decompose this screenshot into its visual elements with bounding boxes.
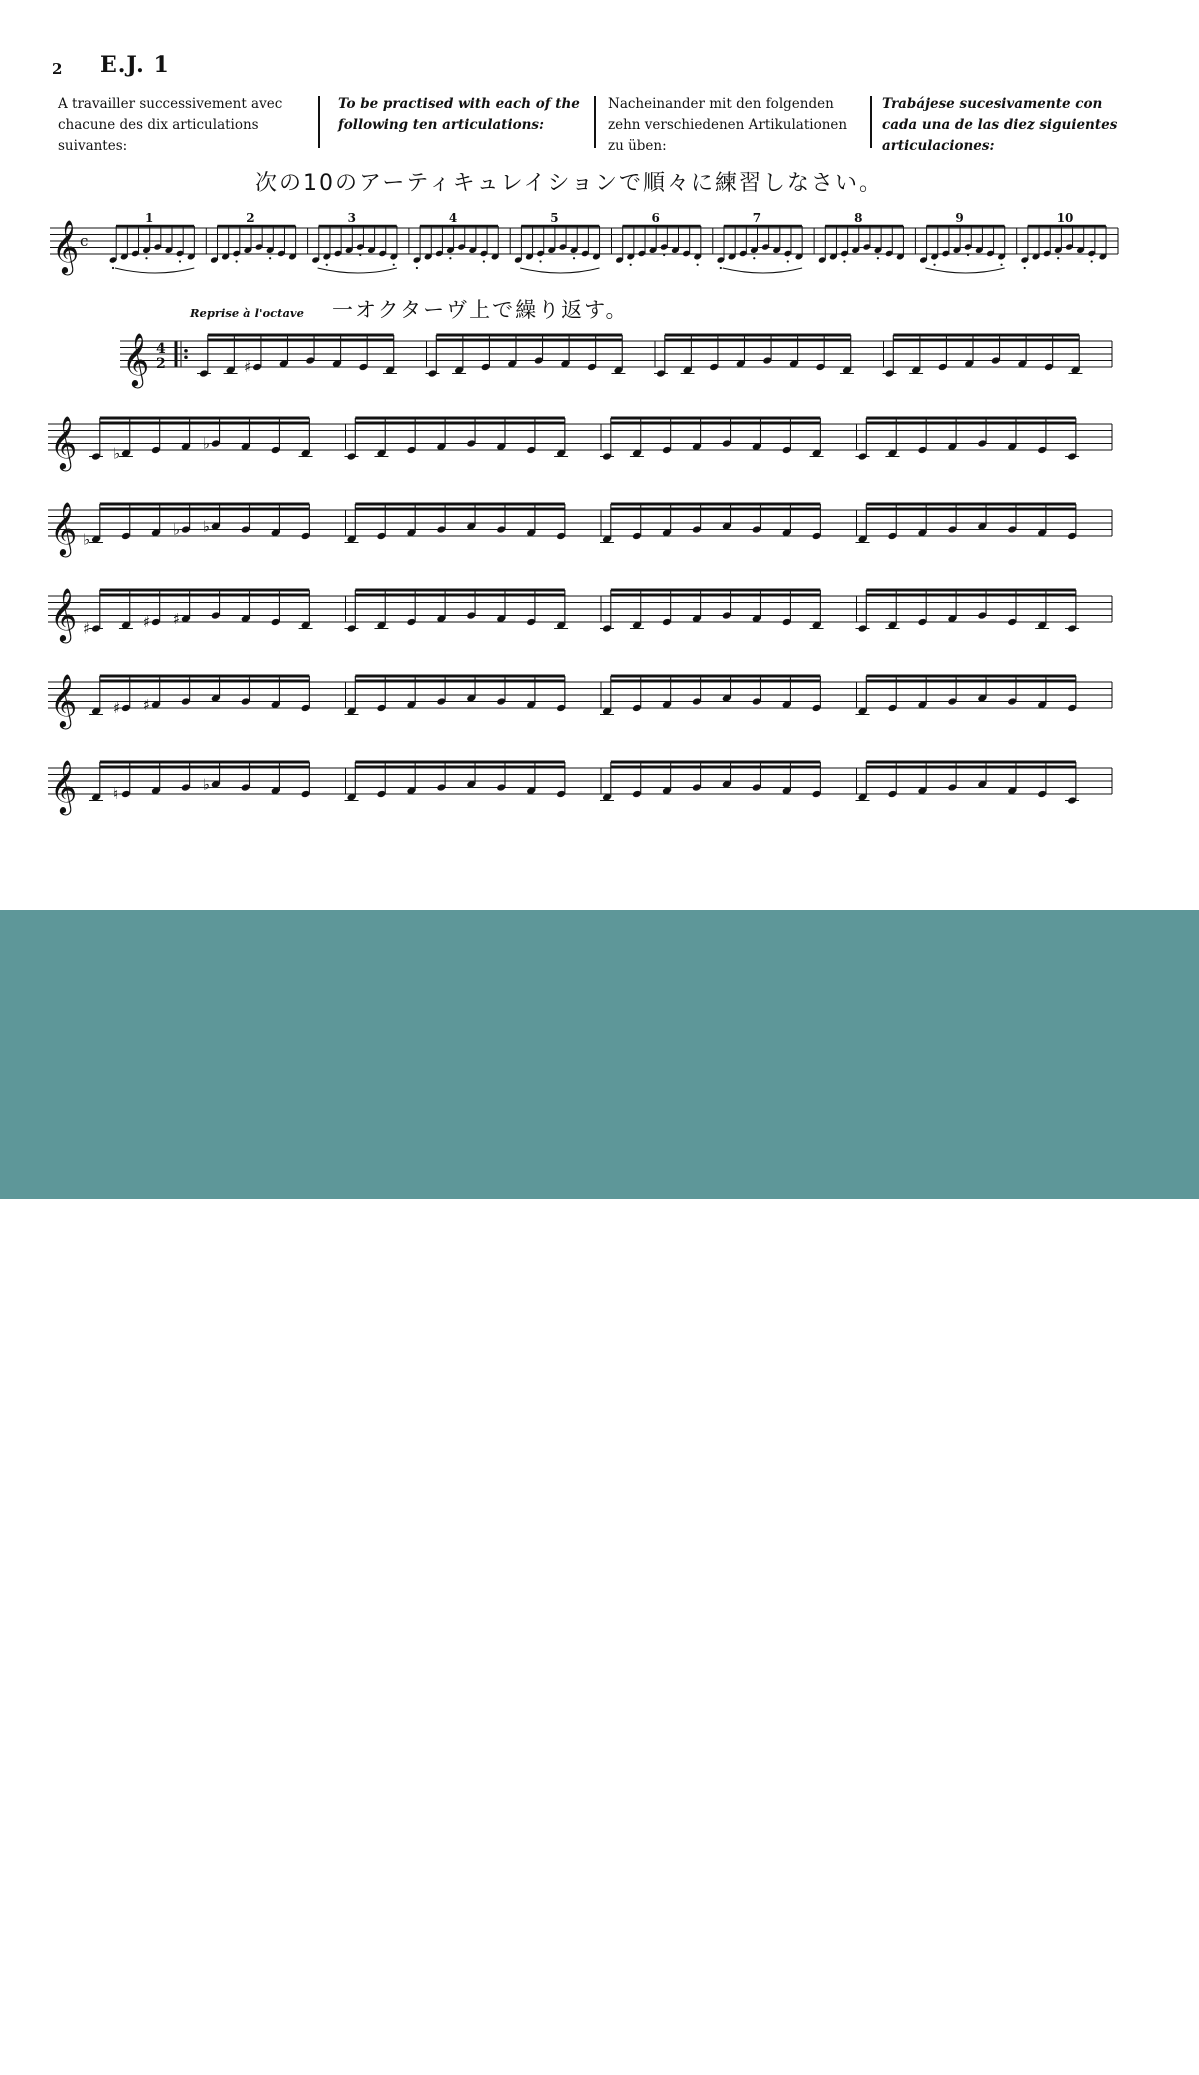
articulation-number: 9 [955, 211, 964, 225]
staccato-dot [145, 257, 147, 259]
articulation-number: 10 [1056, 211, 1074, 225]
staccato-dot [720, 267, 722, 269]
staccato-dot [393, 264, 395, 266]
accidental: ♯ [142, 613, 151, 631]
accidental: ♯ [83, 619, 91, 638]
music-system [48, 415, 1112, 471]
articulation-number: 2 [246, 211, 255, 225]
staccato-dot [663, 254, 665, 256]
staccato-dot [483, 260, 485, 262]
slur [115, 268, 194, 273]
repeat-dot [184, 355, 188, 359]
accidental: ♭ [202, 775, 210, 794]
footer-banner [0, 910, 1199, 2075]
treble-clef: 𝄞 [50, 501, 78, 555]
staccato-dot [269, 257, 271, 259]
music-system [48, 587, 1112, 643]
staccato-dot [236, 260, 238, 262]
music-system [48, 501, 1112, 557]
staccato-dot [843, 260, 845, 262]
accidental: ♭ [112, 444, 121, 463]
instruction-french: A travailler successivement avec chacune des dix articulations suivantes: [58, 96, 283, 154]
sheet-music-page [0, 0, 1199, 910]
staccato-dot [326, 264, 328, 266]
time-signature-top: 4 [156, 341, 166, 357]
treble-clef: 𝄞 [50, 673, 78, 727]
treble-clef: 𝄞 [50, 415, 78, 469]
instruction-japanese: 次の10のアーティキュレイションで順々に練習しなさい。 [255, 171, 884, 196]
accidental: ♯ [244, 358, 252, 376]
music-systems [48, 332, 1112, 815]
articulation-number: 8 [854, 211, 863, 225]
articulation-number: 1 [145, 211, 154, 225]
music-score [0, 0, 1199, 910]
staccato-dot [1024, 267, 1026, 269]
staccato-dot [630, 264, 632, 266]
music-system [120, 332, 1112, 388]
slur [723, 268, 802, 273]
staccato-dot [753, 257, 755, 259]
accidental: ♯ [142, 695, 151, 714]
common-time-signature: c [80, 232, 89, 250]
articulation-number: 4 [448, 211, 458, 225]
staccato-dot [449, 257, 451, 259]
staccato-dot [877, 257, 879, 259]
staccato-dot [416, 267, 418, 269]
slur [925, 268, 1004, 273]
articulation-examples-row [50, 211, 1118, 275]
staccato-dot [1091, 260, 1093, 262]
articulation-number: 7 [752, 211, 762, 225]
instruction-spanish: Trabájese sucesivamente con cada una de las diez siguientes articulaciones: [882, 96, 1118, 154]
reprise-label: Reprise à l'octave [190, 306, 304, 320]
articulation-number: 6 [651, 211, 660, 225]
brand-english-name: ısland music [524, 2050, 675, 2075]
staccato-dot [573, 257, 575, 259]
staccato-dot [1000, 264, 1002, 266]
staccato-dot [539, 260, 541, 262]
accidental: ♮ [112, 785, 119, 803]
island-music-logo [505, 1855, 695, 2035]
staccato-dot [787, 260, 789, 262]
staccato-dot [967, 254, 969, 256]
slur [318, 268, 397, 273]
accidental: ♭ [172, 520, 180, 539]
instruction-german: Nacheinander mit den folgenden zehn verschiedenen Artikulationen zu üben: [608, 96, 848, 154]
exercise-title: E.J. 1 [100, 52, 170, 78]
staccato-dot [359, 254, 361, 256]
page-number: 2 [52, 60, 63, 78]
treble-clef: 𝄞 [122, 332, 150, 386]
music-system [48, 673, 1112, 729]
instruction-english: To be practised with each of the following ten articulations: [338, 96, 580, 133]
accidental: ♯ [112, 699, 121, 717]
staccato-dot [179, 260, 181, 262]
repeat-dot [184, 349, 188, 353]
slur [520, 268, 599, 273]
accidental: ♭ [83, 530, 91, 549]
staccato-dot [112, 267, 114, 269]
music-system [48, 759, 1112, 815]
treble-clef: 𝄞 [52, 219, 80, 273]
treble-clef: 𝄞 [50, 759, 78, 813]
staccato-dot [1057, 257, 1059, 259]
treble-clef: 𝄞 [50, 587, 78, 641]
articulation-number: 3 [347, 211, 356, 225]
accidental: ♭ [202, 434, 210, 453]
accidental: ♭ [202, 517, 210, 536]
staccato-dot [697, 264, 699, 266]
staccato-dot [933, 264, 935, 266]
articulation-number: 5 [550, 211, 559, 225]
reprise-japanese: 一オクターヴ上で繰り返す。 [332, 298, 629, 322]
time-signature-bottom: 2 [156, 356, 166, 372]
accidental: ♯ [172, 609, 181, 628]
